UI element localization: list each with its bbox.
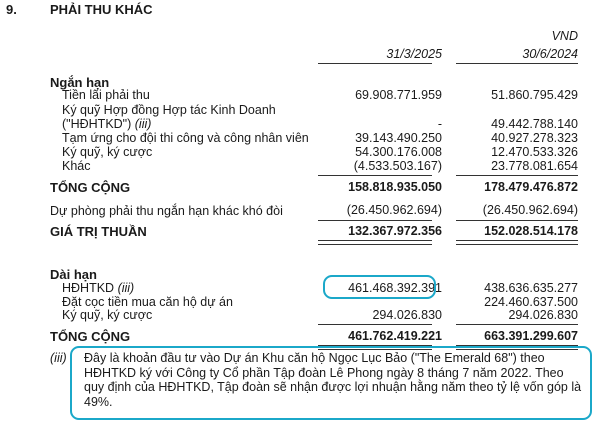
section-title: PHẢI THU KHÁC bbox=[50, 2, 153, 17]
row-value-col1: (4.533.503.167) bbox=[353, 159, 442, 173]
header-underline-col1 bbox=[318, 63, 432, 64]
section-number: 9. bbox=[6, 2, 17, 17]
net-value-col1: 132.367.972.356 bbox=[348, 224, 442, 238]
short-term-heading: Ngắn hạn bbox=[50, 75, 110, 90]
row-value-col2: 224.460.637.500 bbox=[484, 295, 578, 309]
total-value-col1: 158.818.935.050 bbox=[348, 180, 442, 194]
highlight-box-hdhtkd-value bbox=[323, 275, 436, 299]
row-label-part: ("HĐHTKD") bbox=[62, 117, 135, 131]
footnote-marker: (iii) bbox=[50, 351, 67, 365]
row-label: Ký quỹ, ký cược bbox=[62, 308, 153, 322]
row-value-col2: 12.470.533.326 bbox=[491, 145, 578, 159]
row-label: Ký quỹ Hợp đồng Hợp tác Kinh Doanh bbox=[62, 103, 276, 117]
row-value-col1: 69.908.771.959 bbox=[355, 88, 442, 102]
row-label: Đặt cọc tiền mua căn hộ dự án bbox=[62, 295, 233, 309]
net-rule-col2 bbox=[456, 220, 578, 221]
row-value-col2: 294.026.830 bbox=[508, 308, 578, 322]
subtotal-rule-col2 bbox=[456, 175, 578, 176]
row-label: Tạm ứng cho đội thi công và công nhân viên bbox=[62, 131, 309, 145]
row-label-cont bbox=[62, 117, 151, 131]
footnote-text: Đây là khoản đầu tư vào Dự án Khu căn hộ Ngọc Lục Bảo ("The Emerald 68") theo HĐHTKD ký với Công ty Cổ phần Tập đoàn Lê Phong ngày 8 tháng 7 năm 2022. Theo quy định của HĐHTKD, Tập đoàn sẽ nhận được lợi nhuận hằng năm theo tỷ lệ vốn góp là 49%. bbox=[84, 351, 582, 409]
provision-label: Dự phòng phải thu ngắn hạn khác khó đòi bbox=[50, 204, 283, 218]
row-value-col1: 461.468.392.391 bbox=[348, 281, 442, 295]
note-ref: (iii) bbox=[117, 281, 135, 295]
provision-value-col2: (26.450.962.694) bbox=[482, 203, 578, 217]
row-value-col1: 294.026.830 bbox=[372, 308, 442, 322]
total-label: TỔNG CỘNG bbox=[50, 329, 131, 344]
header-underline-col2 bbox=[456, 63, 578, 64]
row-value-col2: 49.442.788.140 bbox=[491, 117, 578, 131]
row-value-col1: - bbox=[437, 117, 442, 131]
row-label: Tiền lãi phải thu bbox=[62, 88, 150, 102]
row-value-col2: 23.778.081.654 bbox=[491, 159, 578, 173]
note-ref: (iii) bbox=[134, 117, 152, 131]
subtotal-rule-col1 bbox=[318, 175, 432, 176]
row-value-col1: 39.143.490.250 bbox=[355, 131, 442, 145]
row-value-col2: 438.636.635.277 bbox=[484, 281, 578, 295]
row-value-col2: 51.860.795.429 bbox=[491, 88, 578, 102]
net-rule-col1 bbox=[318, 220, 432, 221]
row-value-col2: 40.927.278.323 bbox=[491, 131, 578, 145]
row-label: Ký quỹ, ký cược bbox=[62, 145, 153, 159]
row-label: Khác bbox=[62, 159, 91, 173]
total-label: TỔNG CỘNG bbox=[50, 180, 131, 195]
lt-total-rule-col1 bbox=[318, 324, 432, 325]
net-double-rule-col1 bbox=[318, 240, 432, 245]
total-value-col2: 178.479.476.872 bbox=[484, 180, 578, 194]
row-label-part: HĐHTKD bbox=[62, 281, 118, 295]
net-value-col2: 152.028.514.178 bbox=[484, 224, 578, 238]
net-double-rule-col2 bbox=[456, 240, 578, 245]
total-value-col2: 663.391.299.607 bbox=[484, 329, 578, 343]
row-label bbox=[62, 281, 134, 295]
row-value-col1: 54.300.176.008 bbox=[355, 145, 442, 159]
long-term-heading: Dài hạn bbox=[50, 267, 97, 282]
currency-label: VND bbox=[551, 29, 578, 43]
provision-value-col1: (26.450.962.694) bbox=[346, 203, 442, 217]
lt-total-rule-col2 bbox=[456, 324, 578, 325]
column-header-prior: 30/6/2024 bbox=[522, 47, 578, 61]
total-value-col1: 461.762.419.221 bbox=[348, 329, 442, 343]
net-value-label: GIÁ TRỊ THUẦN bbox=[50, 224, 147, 239]
column-header-current: 31/3/2025 bbox=[386, 47, 442, 61]
